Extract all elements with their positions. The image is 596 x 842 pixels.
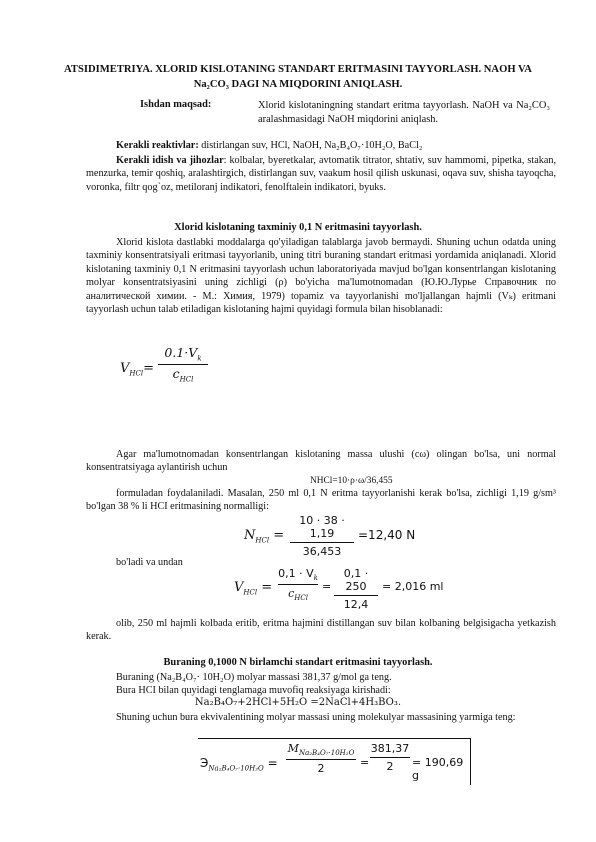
- formula1-lhs: V: [120, 361, 130, 376]
- reagents-paragraph: [86, 139, 556, 152]
- formula2-result: =12,40 N: [358, 528, 416, 542]
- formula1-lhs-sub: HCl: [129, 369, 144, 378]
- formula3-num2: 0,1 · 250: [343, 567, 369, 593]
- formula3-den-sub: HCl: [294, 594, 308, 603]
- equipment-paragraph: [86, 154, 556, 194]
- formula3-result: = 2,016 ml: [382, 580, 444, 593]
- formula4-num-sub: Na₂B₄O₇·10H₂O: [298, 749, 355, 758]
- formula4-den2: 2: [386, 760, 394, 773]
- formula4-num: M: [287, 742, 299, 755]
- formula2-lhs-sub: HCl: [255, 536, 270, 545]
- formula1-num: 0.1·V: [164, 345, 198, 360]
- section1-paragraph1: Xlorid kislota dastlabki moddalarga qo'yiladigan talablarga javob bermaydi. Shuning uchun odatda uning taxminiy konsentratsiyali eritmasi tayyorlanib, uning titri buraning standart eritmasi yordamida aniqlanadi. Xlorid kislotaning taxminiy 0,1 N eritmasini tayyorlash uchun laboratoriyada mavjud bo'lgan konsentrlangan kislotaning molyar konsentratsiyasini uning zichligi (ρ) bo'yicha ma'lumotnomadan (Ю.Ю.Лурье Справочник по аналитической химии. - M.: Химия, 1979) topamiz va tayyorlanishi mo'ljallangan hajmli (Vₖ) eritmani tayyorlash uchun talab etiladigan kislotaning hajmi quyidagi formula bilan hisoblanadi:: [86, 237, 556, 316]
- equipment-label: Kerakli idish va jihozlar: [116, 155, 224, 166]
- reagents-label: Kerakli reaktivlar:: [116, 140, 199, 151]
- formula2-den: 36,453: [302, 545, 342, 558]
- then-text: bo'ladi va undan: [116, 557, 183, 568]
- page-title: ATSIDIMETRIYA. XLORID KISLOTANING STANDART ERITMASINI TAYYORLASH. NAOH VA Na₂CO₃ DAGI NA MIQDORINI ANIQLASH.: [64, 64, 532, 90]
- formula3-lhs-sub: HCl: [243, 588, 258, 597]
- formula4-lhs: Э: [200, 756, 209, 770]
- section1-paragraph4: olib, 250 ml hajmli kolbada eritib, eritma hajmini distillangan suv bilan kolbaning belgisigacha yetkazish kerak.: [86, 618, 556, 643]
- equipment-text: : kolbalar, byeretkalar, avtomatik titrator, shtativ, suv hammomi, pipetka, stakan, menzurka, temir qoshiq, aralashtirgich, distirlangan suv, vaakum hosil qilish uskunasi, oqava suv, shisha tayoqcha, voronka, filtr qog`oz, metiloranj indikatori, fenolftalein indikatori, byuks.: [86, 155, 556, 193]
- formula4-result: = 190,69 g: [412, 756, 464, 782]
- formula-nhcl: $N_{HCl}$ = 10 · 38 · 1,19 36,453 =12,40 N: [244, 514, 416, 558]
- formula-equivalent-mass: $Э_{Na_2B_4O_7\cdot 10H_2O}$ = $M_{Na_2B_4O_7\cdot 10H_2O}$ 2 = 381,37 2 = 190,69 g: [198, 738, 471, 785]
- reaction-equation: Na₂B₄O₇+2HCl+5H₂O =2NaCl+4H₃BO₃.: [194, 697, 402, 708]
- formula-vhcl-calc: $V_{HCl}$ = $0,1 \cdot V_k$ $c_{HCl}$ = 0,1 · 250 12,4 = 2,016 ml: [234, 567, 444, 611]
- section1-paragraph3: formuladan foydalaniladi. Masalan, 250 ml 0,1 N eritma tayyorlanishi kerak bo'lsa, zichligi 1,19 g/sm³ bo'lgan 38 % li HCI eritmasining normalligi:: [86, 488, 556, 513]
- formula3-num-sub: k: [313, 574, 318, 583]
- goal-text: Xlorid kislotaningning standart eritma tayyorlash. NaOH va Na₂CO₃ aralashmasidagi NaOH miqdorini aniqlash.: [258, 100, 550, 125]
- formula4-num2: 381,37: [370, 742, 410, 755]
- section1-heading: Xlorid kislotaning taxminiy 0,1 N eritmasini tayyorlash.: [174, 222, 422, 233]
- formula1-den: c: [172, 365, 180, 381]
- section2-heading: Buraning 0,1000 N birlamchi standart eritmasini tayyorlash.: [163, 657, 433, 668]
- formula1-num-sub: k: [197, 354, 202, 363]
- reagents-text: distirlangan suv, HCl, NaOH, Na₂B₄O₇·10H₂O, BaCl₂: [198, 140, 423, 151]
- goal-label: Ishdan maqsad:: [140, 99, 212, 110]
- formula1-fraction: [158, 345, 208, 383]
- section2-line1: Buraning (Na₂B₄O₇· 10H₂O) molyar massasi 381,37 g/mol ga teng.: [116, 672, 392, 683]
- formula3-den2: 12,4: [343, 598, 369, 611]
- formula3-lhs: V: [234, 580, 244, 595]
- formula4-den: 2: [317, 762, 325, 776]
- section1-paragraph2: Agar ma'lumotnomadan konsentrlangan kislotaning massa ulushi (cω) olingan bo'lsa, uni normal konsentratsiyaga aylantirish uchun: [86, 449, 556, 474]
- section2-paragraph5: Shuning uchun bura ekvivalentining molyar massasi uning molekulyar massasining yarmiga teng:: [116, 712, 516, 723]
- formula1-den-sub: HCl: [179, 375, 194, 383]
- formula-inline: NHCl=10·ρ·ω/36,455: [310, 476, 393, 486]
- formula2-lhs: N: [244, 528, 256, 543]
- formula3-den: c: [288, 587, 295, 601]
- formula3-num: 0,1 · V: [278, 567, 314, 580]
- formula-vhcl: $V_{HCl}=$ $0.1\cdot V_k$ $c_{HCl}$: [120, 345, 240, 397]
- section2-line2: Bura HCI bilan quyidagi tenglamaga muvofiq reaksiyaga kirishadi:: [116, 685, 391, 696]
- formula2-num: 10 · 38 · 1,19: [299, 514, 345, 540]
- formula4-lhs-sub: Na₂B₄O₇·10H₂O: [208, 764, 264, 773]
